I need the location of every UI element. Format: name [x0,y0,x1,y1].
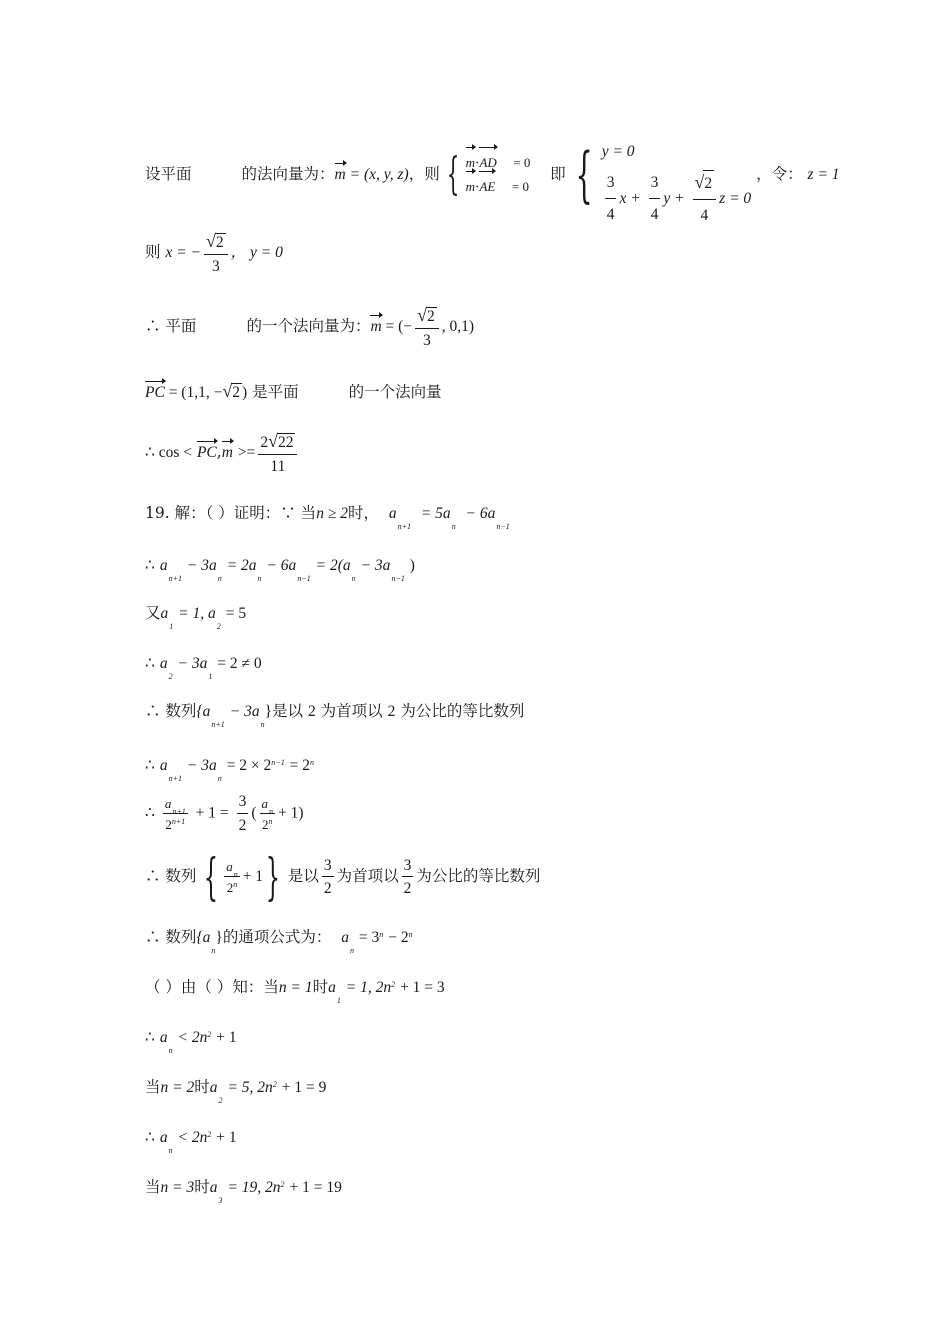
math: a [159,757,168,774]
superscript: n+1 [171,816,186,826]
math: 2 [260,434,269,451]
vector-m: m [334,166,346,183]
text: 设平面 [145,165,192,183]
math: n = 3 [160,1179,195,1196]
subscript: 2 [216,622,221,631]
math: 4 [606,206,615,223]
text: 为首项以 [336,867,399,885]
math: 2 [165,816,172,832]
math: − 3a [229,703,260,720]
math: < 2n [177,1129,208,1146]
math: + 1 = 9 [281,1079,327,1096]
math: ∴ cos < [145,444,193,461]
math: a [164,795,172,811]
math: a [341,929,349,946]
vector-m: m [370,318,382,335]
line-normal-vector-setup [145,140,840,224]
math: 4 [700,207,709,224]
subscript: 1 [336,996,341,1005]
text: 的一个法向量 [348,383,442,401]
math: a [261,795,268,811]
math: = 5a [420,505,451,522]
text: 当 [145,1078,161,1096]
line-initial-values [145,604,247,631]
line-inequality-1 [145,1028,237,1055]
left-brace: { [204,848,219,906]
subscript: n [217,774,222,783]
math: y = 0 [601,143,635,160]
text: 则 [145,243,161,261]
left-brace: { [575,140,593,210]
subscript: n [217,574,222,583]
text: ∴ [145,556,155,574]
text: 即 [550,165,566,183]
line-geometric-seq-2 [145,848,541,906]
math: a [226,859,233,874]
text: ∴ [145,1028,155,1046]
math: a [388,505,397,522]
subscript: n−1 [496,522,510,531]
math: z = 0 [719,190,752,207]
math: + 1) [278,804,304,822]
math: − 6a [266,557,297,574]
subscript: n [269,806,273,816]
math: = 0 [513,155,531,170]
superscript: 2 [207,1030,212,1039]
superscript: n [268,816,273,826]
vector-pc: PC [196,444,217,461]
line-normal-vector-m: ∴ 平面 的一个法向量为：m = (− $\frac{√2}{3}$ , 0,1) [145,305,474,349]
math: + 1 = 3 [400,979,445,996]
math: 2 [703,170,714,196]
math: a [159,1129,168,1146]
subscript: 1 [208,672,213,681]
line-solve-x: 则 x = − $\frac{√2}{3}$ ， y = 0 [145,231,283,275]
subscript: n+1 [211,720,225,729]
math: ， y = 0 [230,244,283,261]
equation-system-2: y = 0 $\frac{3}{4}$ x + $\frac{3}{4}$ y + $\frac{√2}{4}$ z = 0 [602,140,751,210]
subscript: 1 [169,622,174,631]
equation-system-1: m⋅AD = 0 m⋅AE = 0 [466,151,531,199]
text: ∴ 数列 [145,928,197,946]
subscript: n [351,574,356,583]
subscript: n+1 [168,574,182,583]
line-fraction-relation [145,794,304,833]
superscript: 2 [280,1180,285,1189]
text: ∴ 平面 [145,317,197,335]
math: 2 [232,384,240,401]
math: 3 [237,794,249,814]
text: ，则 [408,165,440,183]
math: a [209,1179,218,1196]
subscript: n [168,1146,173,1155]
right-brace: } [265,848,281,906]
text: ，令： [756,165,803,183]
superscript: n [379,930,384,939]
math: 2 [403,880,412,897]
text: 19. 解：（ ）证明：∵ 当 [145,504,317,522]
math: 2 [226,880,234,895]
math: 2 [238,816,247,834]
math: {a [196,703,211,720]
text: ∴ 数列 [145,867,197,885]
math: 3 [605,171,617,199]
math: = 2 [289,757,311,774]
text: 又 [145,604,161,622]
text: 当 [145,1178,161,1196]
math: = 19, 2n [227,1179,281,1196]
subscript: n [257,574,262,583]
text: 的一个法向量为： [246,317,371,335]
math: 3 [423,331,431,349]
math: z = 1 [807,166,840,183]
math: − 3a [360,557,391,574]
math: a [328,979,336,996]
subscript: 2 [168,672,173,681]
math: } [215,929,223,946]
superscript: n [408,930,413,939]
math: = 1, 2n [345,979,392,996]
line-inequality-2 [145,1128,237,1155]
math: 2 [426,308,435,325]
math: a [209,1079,218,1096]
math: − 2 [388,929,409,946]
text: 为首项以 [320,702,383,720]
text: ∴ [145,654,155,672]
math: 2 [323,880,332,897]
vector-pc: PC [145,384,165,401]
line-geometric-seq-1 [145,702,525,729]
text: 是以 [287,867,319,885]
math: a [160,605,169,622]
math: − 3a [186,757,217,774]
math: 2 [262,816,269,832]
math: {a [196,929,211,946]
vector-m: m [466,151,475,175]
math: x = − [165,244,202,261]
math: n = 2 [160,1079,195,1096]
math: = 2a [226,557,257,574]
line-nonzero [145,654,262,681]
text: 的法向量为： [241,165,335,183]
subscript: n [451,522,456,531]
superscript: 2 [207,1130,212,1139]
math: = 5 [225,605,247,622]
left-brace: { [446,149,459,200]
math: 3 [402,858,414,878]
math: + 1 [242,868,264,885]
text: 是平面 [252,383,299,401]
subscript: n [211,946,216,955]
math: < 2n [177,1029,208,1046]
math: = 0 [511,179,529,194]
line-pc-vector: PC = (1,1, −√2 ) 是平面 的一个法向量 [145,381,442,401]
vector-ad: AD [479,151,496,175]
math: n ≥ 2 [316,505,348,522]
math: + 1 = 19 [289,1179,342,1196]
subscript: n+1 [172,806,186,816]
math: = 1, a [178,605,216,622]
math: − 6a [465,505,496,522]
subscript: n [349,946,354,955]
text: 时 [194,1078,210,1096]
subscript: n−1 [391,574,405,583]
text: ∴ [145,756,155,774]
math: a [159,1029,168,1046]
text: 为公比的等比数列 [400,702,525,720]
math: = (x, y, z) [345,166,409,183]
text: 的通项公式为： [222,928,332,946]
math: 2 [387,703,396,720]
subscript: n [233,870,238,879]
math: 4 [650,206,659,223]
math: a [159,557,168,574]
superscript: n [310,758,315,767]
math: − 3a [177,655,208,672]
math: = 5, 2n [227,1079,273,1096]
line-recurrence [145,556,415,583]
math: 2 [307,703,316,720]
subscript: n+1 [397,522,411,531]
subscript: n [260,720,265,729]
text: 时， [347,504,379,522]
math: = (1,1, − [164,384,223,401]
vector-ae: AE [479,175,495,199]
line-part2-n2 [145,1078,327,1105]
math: 2 [215,234,224,251]
math: = 2 ≠ 0 [217,655,262,672]
subscript: 3 [218,1196,223,1205]
math: 3 [211,257,220,275]
math: ( [251,804,257,822]
math: , 0,1) [441,318,474,335]
math: y + [663,190,685,207]
math: 22 [277,434,294,451]
line-general-formula [145,928,413,955]
math: = 2 × 2 [226,757,272,774]
text: 时 [194,1178,210,1196]
subscript: n [168,1046,173,1055]
math: + 1 = [195,804,229,822]
math: >= [237,444,256,461]
line-part2-n1 [145,978,445,1005]
line-q19-proof [145,504,510,531]
text: ∴ 数列 [145,702,197,720]
text: ∴ [145,803,155,822]
math: + 1 [216,1129,237,1146]
text: 是以 [272,702,304,720]
superscript: n [233,880,238,889]
math: } [264,703,273,720]
math: 3 [322,858,334,878]
subscript: 2 [218,1096,223,1105]
line-cosine: ∴ cos < PC,m >= $\frac{2√22}{11}$ [145,432,300,474]
math: 3 [649,171,661,199]
line-difference-formula [145,756,315,783]
math: − 3a [186,557,217,574]
text: ∴ [145,1128,155,1146]
subscript: n+1 [168,774,182,783]
superscript: 2 [272,1080,277,1089]
math: = (− [381,318,413,335]
math: x + [619,190,641,207]
subscript: n−1 [297,574,311,583]
text: 为公比的等比数列 [416,867,541,885]
vector-m: m [466,175,475,199]
math: ) [409,557,415,574]
superscript: 2 [391,980,396,989]
math: + 1 [216,1029,237,1046]
math: n = 1 [278,979,313,996]
text: （ ）由（ ）知：当 [145,978,279,996]
math: = 3 [358,929,380,946]
math: 11 [270,457,286,475]
superscript: n−1 [271,758,285,767]
math: a [159,655,168,672]
line-part2-n3 [145,1178,342,1205]
text: 时 [312,978,329,996]
math: ) [241,384,248,401]
vector-m: m [221,444,233,461]
math: = 2(a [315,557,351,574]
